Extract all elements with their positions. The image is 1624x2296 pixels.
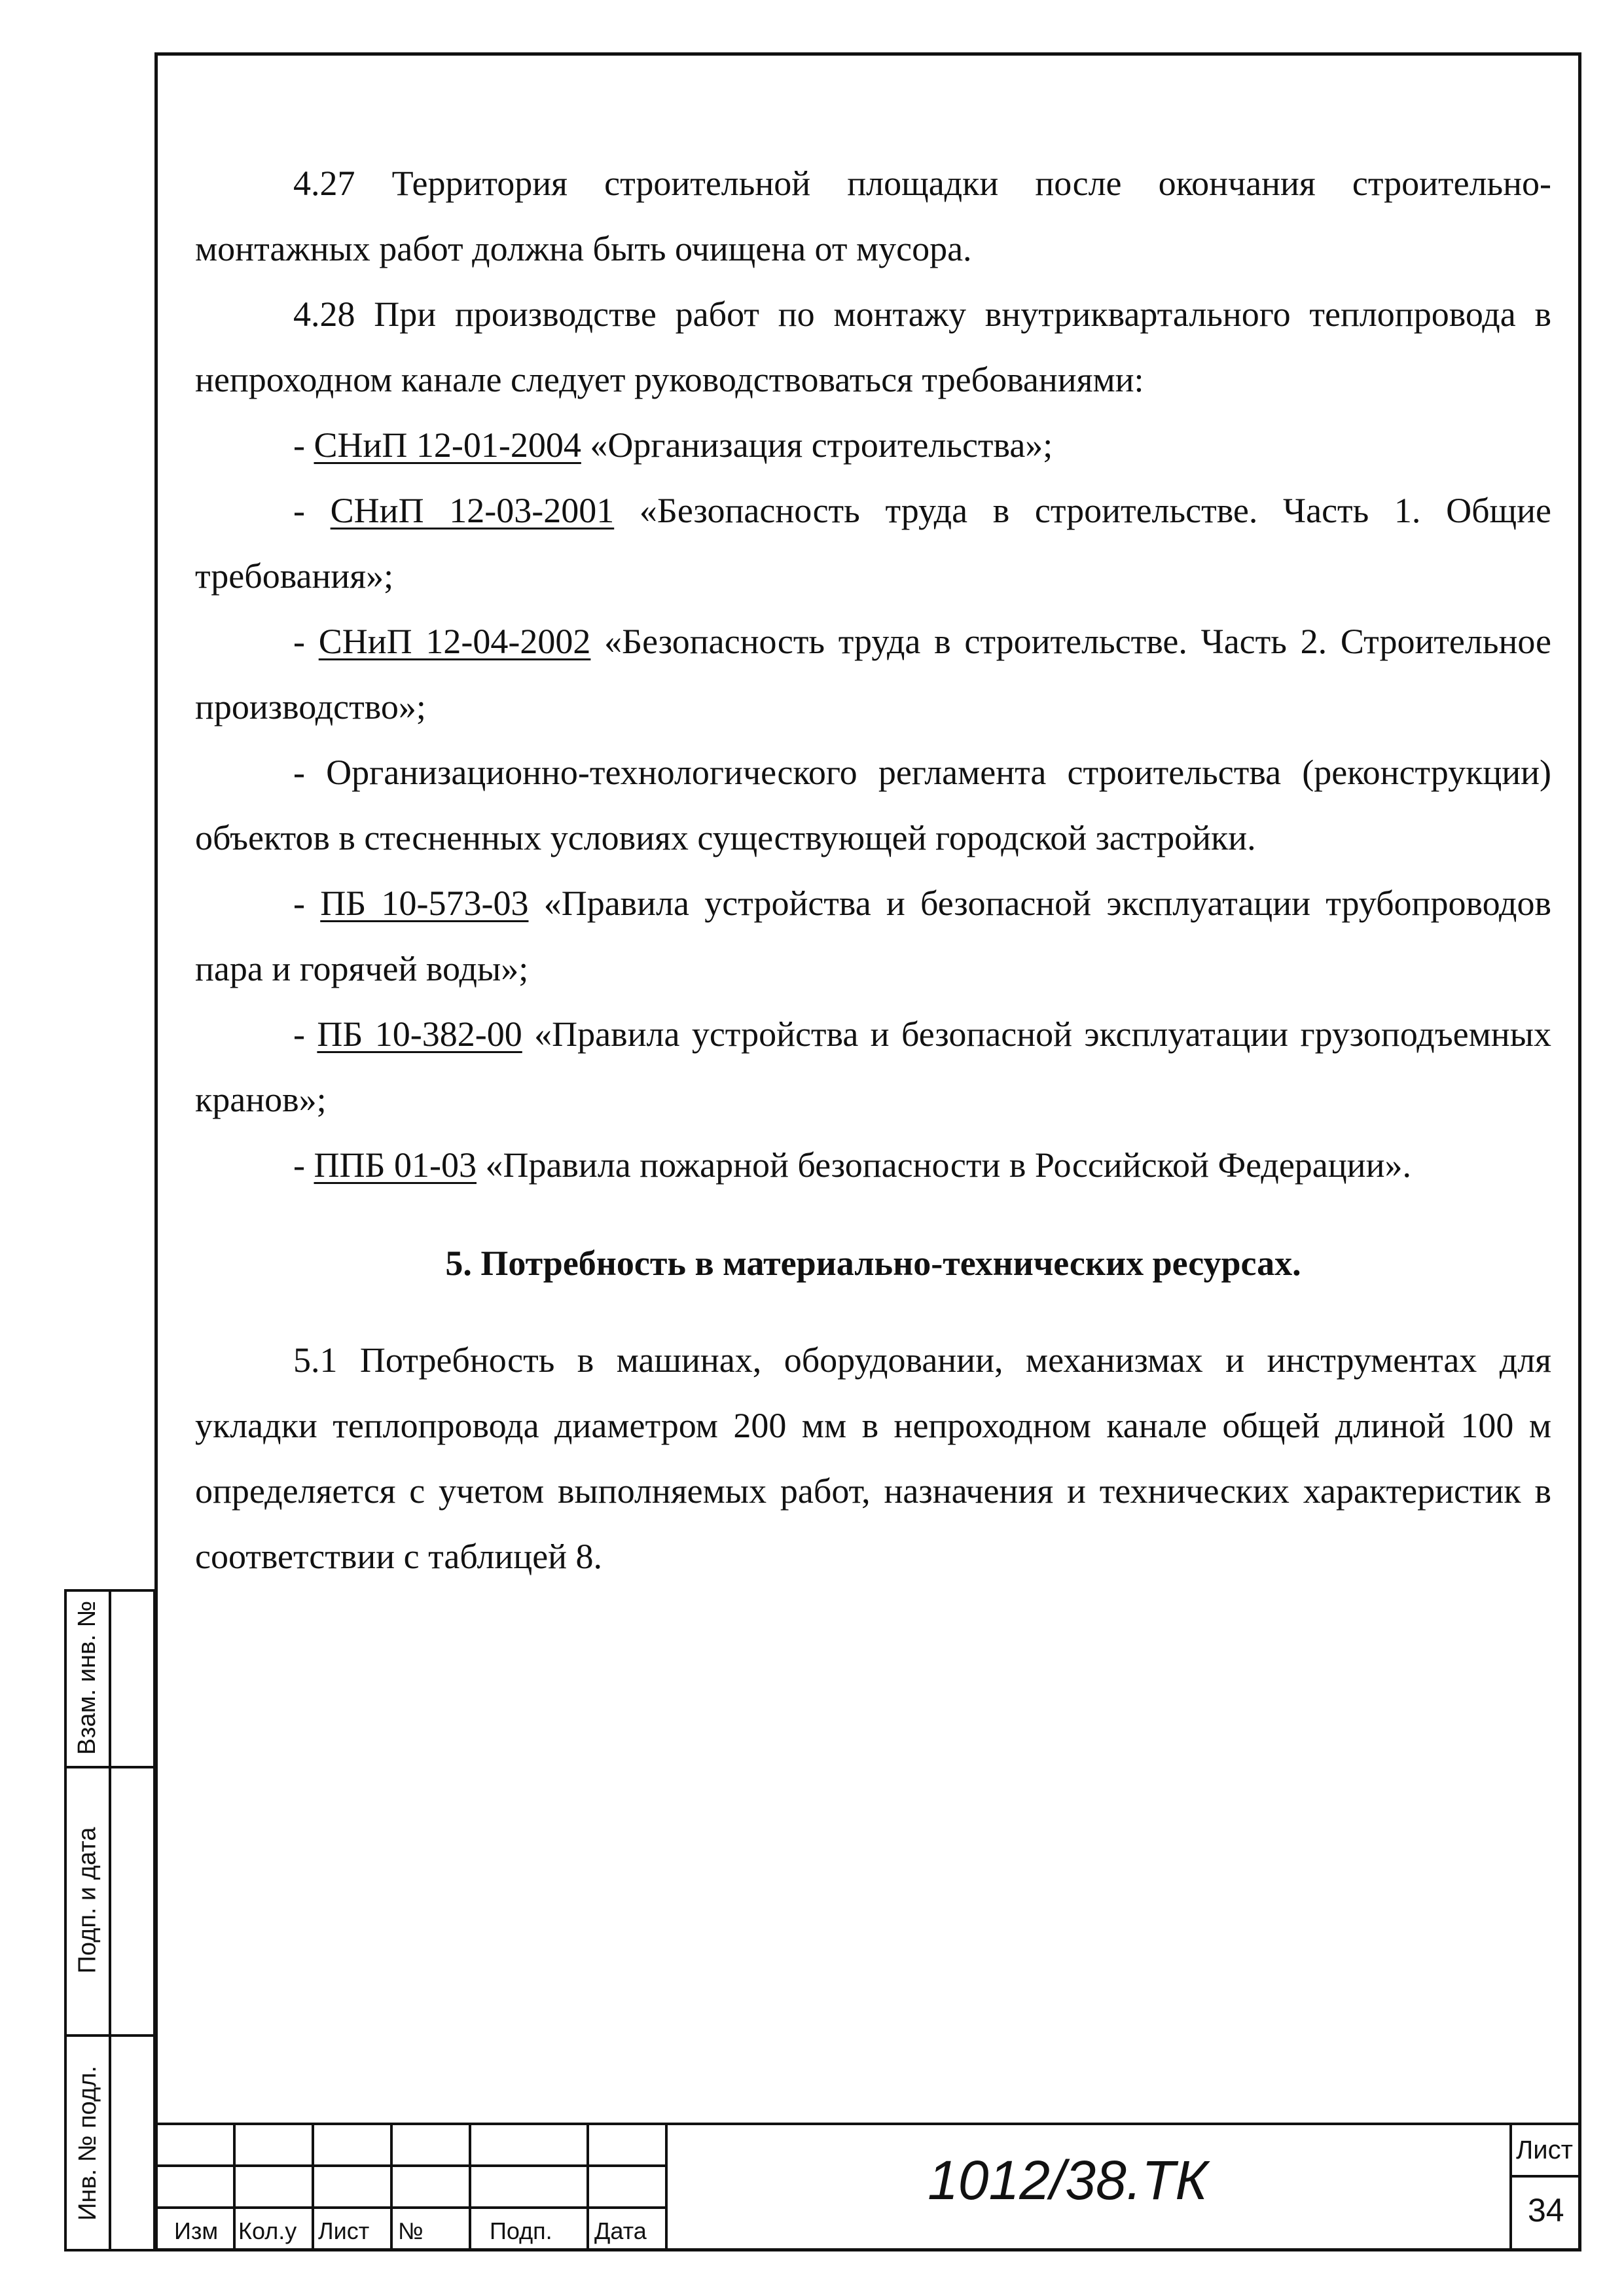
list-item: - ПБ 10-573-03 «Правила устройства и безопасной эксплуатации трубопроводов пара и горячей воды»; (195, 884, 1551, 988)
norm-ref-link[interactable]: ПБ 10-573-03 (320, 884, 529, 923)
list-item: - СНиП 12-03-2001 «Безопасность труда в строительстве. Часть 1. Общие требования»; (195, 491, 1552, 596)
list-item: - СНиП 12-01-2004 «Организация строительства»; (293, 425, 1053, 465)
list-item: - ПБ 10-382-00 «Правила устройства и безопасной эксплуатации грузоподъемных кранов»; (195, 1014, 1551, 1119)
list-item: - ППБ 01-03 «Правила пожарной безопасности в Российской Федерации». (293, 1145, 1411, 1185)
sheet-number: 34 (1528, 2192, 1564, 2229)
section-heading: 5. Потребность в материально-технических ресурсах. (445, 1244, 1301, 1283)
tb-data-label: Дата (594, 2217, 647, 2244)
norm-ref-link[interactable]: ППБ 01-03 (314, 1145, 477, 1185)
paragraph-5-1: 5.1 Потребность в машинах, оборудовании, механизмах и инструментах для укладки теплопровода диаметром 200 мм в непроходном канале общей длиной 100 м определяется с учетом выполняемых работ, назначения и технических характеристик в соответствии с таблицей 8. (195, 1340, 1551, 1576)
norm-ref-link[interactable]: СНиП 12-03-2001 (330, 491, 615, 530)
tb-izm-label: Изм (174, 2217, 219, 2244)
title-block (154, 2123, 1581, 2251)
stamp-inv-label: Инв. № подл. (73, 2065, 101, 2221)
side-stamp (64, 1589, 156, 2251)
tb-list-label: Лист (318, 2217, 370, 2244)
norm-ref-link[interactable]: ПБ 10-382-00 (317, 1014, 522, 1054)
sheet-label: Лист (1516, 2136, 1573, 2164)
tb-num-label: № (398, 2217, 424, 2244)
paragraph-4-27: 4.27 Территория строительной площадки после окончания строительно-монтажных работ должна быть очищена от мусора. (195, 164, 1551, 268)
stamp-podp-label: Подп. и дата (73, 1827, 101, 1973)
document-code: 1012/38.ТК (928, 2149, 1208, 2211)
tb-podp-label: Подп. (490, 2217, 552, 2244)
paragraph-4-28: 4.28 При производстве работ по монтажу внутриквартального теплопровода в непроходном канале следует руководствоваться требованиями: (195, 295, 1551, 399)
list-item: - СНиП 12-04-2002 «Безопасность труда в строительстве. Часть 2. Строительное производство»; (195, 622, 1552, 726)
norm-ref-link[interactable]: СНиП 12-01-2004 (314, 425, 581, 465)
stamp-vzam-label: Взам. инв. № (73, 1600, 101, 1755)
tb-kol-label: Кол.у (238, 2217, 297, 2244)
list-item: - Организационно-технологического регламента строительства (реконструкции) объектов в стесненных условиях существующей городской застройки. (195, 753, 1551, 857)
document-body (195, 151, 1551, 1589)
norm-ref-link[interactable]: СНиП 12-04-2002 (318, 622, 591, 661)
